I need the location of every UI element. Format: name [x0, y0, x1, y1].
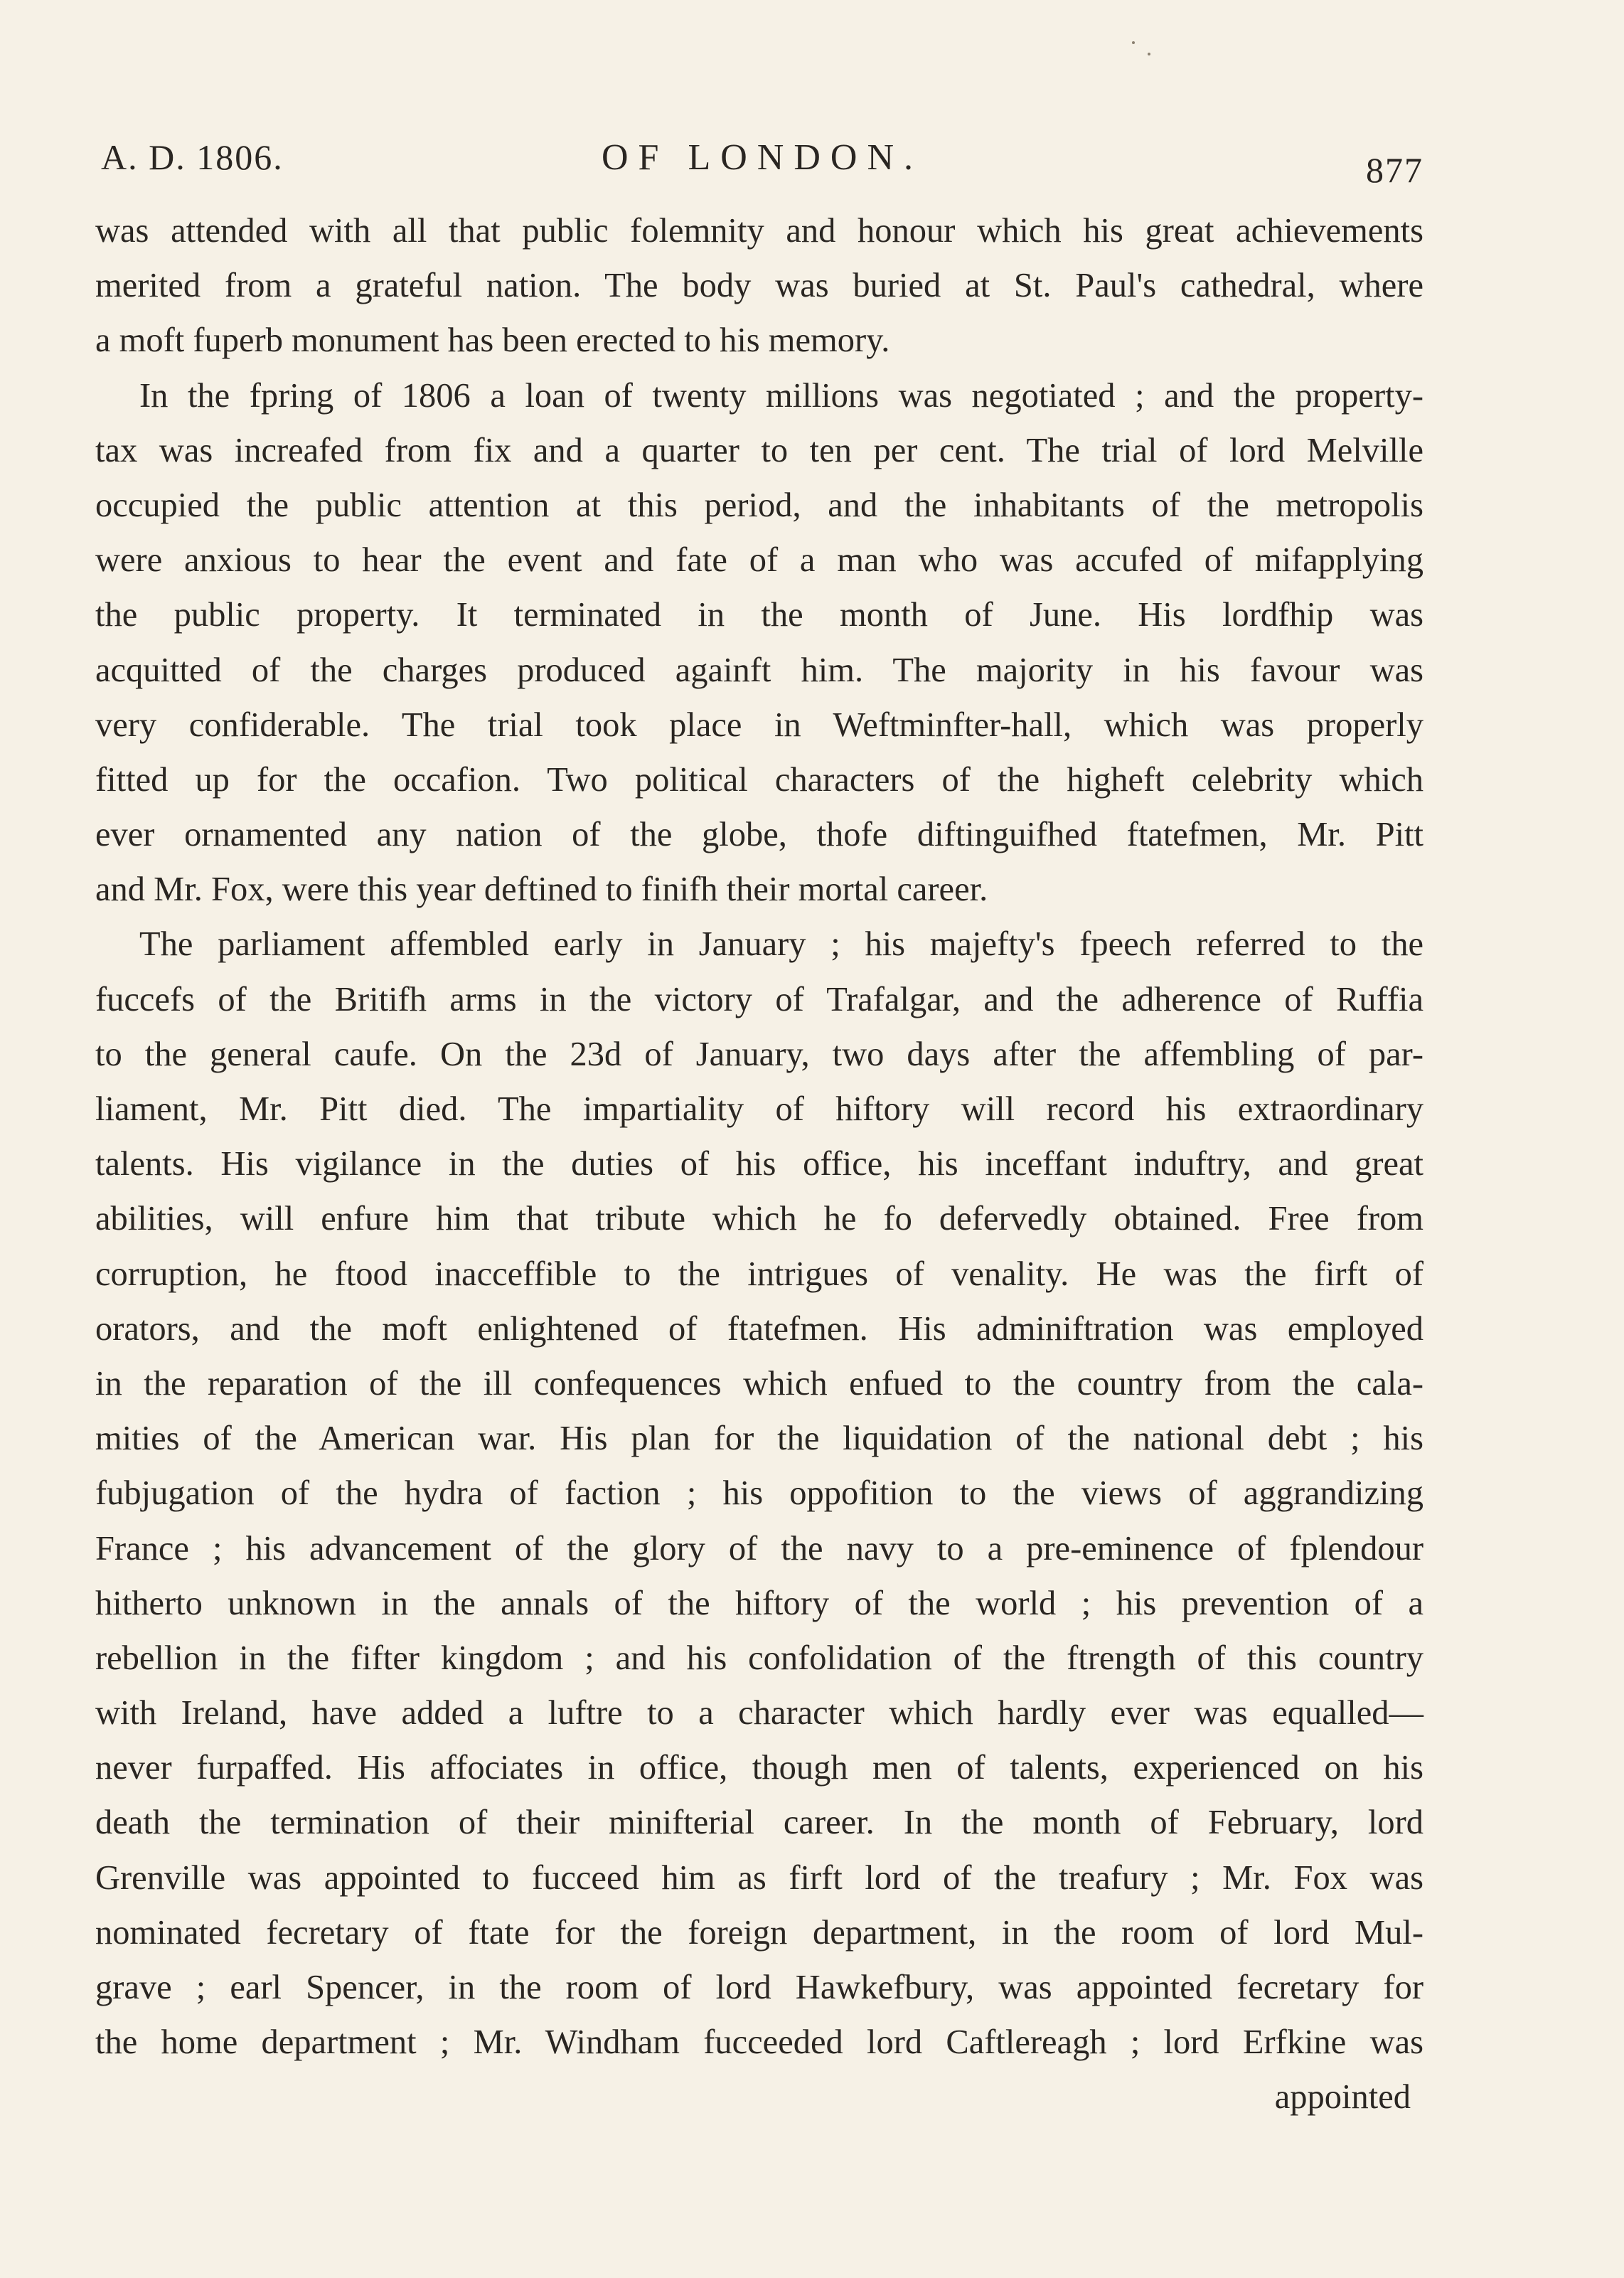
text-line: liament, Mr. Pitt died. The impartiality of hiftory will record his extraordinary — [95, 1090, 1423, 1128]
paragraph — [95, 917, 1423, 2070]
text-line: never furpaffed. His affociates in office, though men of talents, experienced on his — [95, 1749, 1423, 1787]
text-line: occupied the public attention at this period, and the inhabitants of the metropolis — [95, 486, 1423, 524]
text-line: the home department ; Mr. Windham fucceeded lord Caftlereagh ; lord Erfkine was — [95, 2023, 1423, 2062]
paragraph — [95, 368, 1423, 917]
text-line: ever ornamented any nation of the globe, thofe diftinguifhed ftatefmen, Mr. Pitt — [95, 816, 1423, 854]
text-line: talents. His vigilance in the duties of his office, his inceffant induftry, and great — [95, 1145, 1423, 1183]
text-line: were anxious to hear the event and fate of a man who was accufed of mifapplying — [95, 541, 1423, 580]
text-line: death the termination of their minifterial career. In the month of February, lord — [95, 1804, 1423, 1842]
catchword: appointed — [1274, 2078, 1411, 2117]
text-line: to the general caufe. On the 23d of January, two days after the affembling of par- — [95, 1035, 1423, 1073]
text-line: rebellion in the fifter kingdom ; and his confolidation of the ftrength of this country — [95, 1639, 1423, 1677]
text-line: very confiderable. The trial took place in Weftminfter-hall, which was properly — [95, 706, 1423, 744]
text-line: fuccefs of the Britifh arms in the victory of Trafalgar, and the adherence of Ruffia — [95, 980, 1423, 1018]
text-line: In the fpring of 1806 a loan of twenty millions was negotiated ; and the property- — [139, 376, 1423, 415]
body-text — [95, 203, 1423, 2125]
text-line: with Ireland, have added a luftre to a character which hardly ever was equalled— — [95, 1694, 1423, 1733]
paragraph — [95, 203, 1423, 368]
running-head — [101, 137, 1423, 190]
text-line: Grenville was appointed to fucceed him as firft lord of the treafury ; Mr. Fox was — [95, 1858, 1423, 1897]
text-line: abilities, will enfure him that tribute which he fo defervedly obtained. Free from — [95, 1200, 1423, 1238]
text-line: the public property. It terminated in the month of June. His lordfhip was — [95, 596, 1423, 634]
text-line: corruption, he ftood inacceffible to the intrigues of venality. He was the firft of — [95, 1255, 1423, 1293]
header-title: OF LONDON. — [602, 137, 923, 178]
text-line: grave ; earl Spencer, in the room of lord Hawkefbury, was appointed fecretary for — [95, 1969, 1423, 2006]
header-date: A. D. 1806. — [101, 137, 284, 177]
text-line: nominated fecretary of ftate for the foreign department, in the room of lord Mul- — [95, 1913, 1423, 1952]
text-line: mities of the American war. His plan for the liquidation of the national debt ; his — [95, 1420, 1423, 1458]
text-line: and Mr. Fox, were this year deftined to finifh their mortal career. — [95, 871, 988, 909]
text-line: tax was increafed from fix and a quarter to ten per cent. The trial of lord Melville — [95, 431, 1423, 469]
text-line: fitted up for the occafion. Two political characters of the higheft celebrity which — [95, 760, 1423, 799]
text-line: fubjugation of the hydra of faction ; his oppofition to the views of aggrandizing — [95, 1474, 1423, 1513]
text-line: merited from a grateful nation. The body was buried at St. Paul's cathedral, where — [95, 267, 1423, 305]
text-line: The parliament affembled early in January ; his majefty's fpeech referred to the — [139, 925, 1423, 964]
text-line: acquitted of the charges produced againft him. The majority in his favour was — [95, 651, 1423, 689]
text-line: a moft fuperb monument has been erected to his memory. — [95, 321, 890, 360]
text-line: orators, and the moft enlightened of ftatefmen. His adminiftration was employed — [95, 1309, 1423, 1348]
text-line: in the reparation of the ill confequences which enfued to the country from the cala- — [95, 1364, 1423, 1403]
text-line: was attended with all that public folemnity and honour which his great achievements — [95, 212, 1423, 250]
text-line: France ; his advancement of the glory of the navy to a pre-eminence of fplendour — [95, 1529, 1423, 1568]
page-number: 877 — [1366, 150, 1423, 190]
paper-speck — [1148, 53, 1150, 55]
paper-speck — [1132, 41, 1135, 44]
text-line: hitherto unknown in the annals of the hiftory of the world ; his prevention of a — [95, 1584, 1423, 1622]
